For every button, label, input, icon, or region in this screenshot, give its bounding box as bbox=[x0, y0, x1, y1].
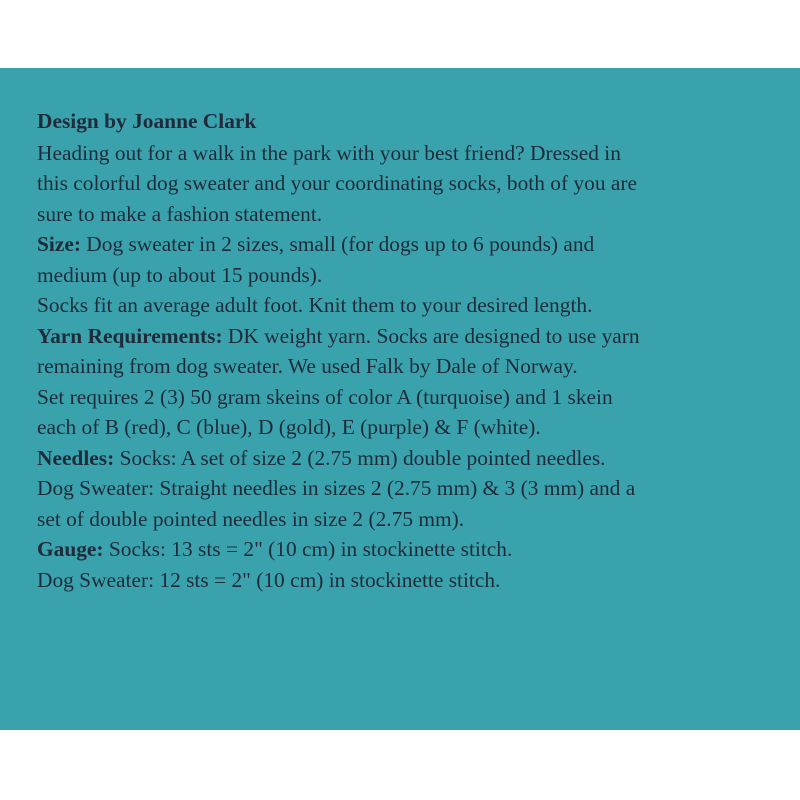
gauge-line-1 bbox=[37, 534, 780, 565]
yarn-line-4: each of B (red), C (blue), D (gold), E (purple) & F (white). bbox=[37, 415, 541, 439]
yarn-line-2: remaining from dog sweater. We used Falk by Dale of Norway. bbox=[37, 354, 578, 378]
yarn-label: Yarn Requirements: bbox=[37, 323, 223, 348]
needles-line-3: set of double pointed needles in size 2 (2.75 mm). bbox=[37, 506, 465, 531]
needles-text-1: Socks: A set of size 2 (2.75 mm) double pointed needles. bbox=[114, 445, 606, 470]
needles-line-2: Dog Sweater: Straight needles in sizes 2 (2.75 mm) & 3 (3 mm) and a bbox=[37, 476, 636, 500]
yarn-text-1: DK weight yarn. Socks are designed to use yarn bbox=[222, 323, 640, 348]
yarn-line-3: Set requires 2 (3) 50 gram skeins of color A (turquoise) and 1 skein bbox=[37, 384, 613, 409]
yarn-line-1 bbox=[37, 321, 780, 352]
needles-label: Needles: bbox=[37, 445, 115, 470]
intro-line-3: sure to make a fashion statement. bbox=[37, 201, 323, 226]
gauge-line-2: Dog Sweater: 12 sts = 2" (10 cm) in stockinette stitch. bbox=[37, 567, 501, 592]
size-line-3: Socks fit an average adult foot. Knit them to your desired length. bbox=[37, 293, 593, 317]
gauge-label: Gauge: bbox=[37, 537, 104, 561]
needles-line-1 bbox=[37, 443, 780, 474]
size-text-1: Dog sweater in 2 sizes, small (for dogs up to 6 pounds) and bbox=[80, 232, 595, 256]
designer-byline: Design by Joanne Clark bbox=[37, 109, 257, 133]
size-line-1 bbox=[37, 229, 780, 260]
pattern-info-panel bbox=[0, 68, 800, 730]
size-line-2: medium (up to about 15 pounds). bbox=[37, 262, 323, 287]
intro-line-1: Heading out for a walk in the park with your best friend? Dressed in bbox=[37, 140, 621, 165]
intro-line-2: this colorful dog sweater and your coordinating socks, both of you are bbox=[37, 171, 637, 195]
gauge-text-1: Socks: 13 sts = 2" (10 cm) in stockinette stitch. bbox=[103, 537, 513, 561]
size-label: Size: bbox=[37, 232, 81, 256]
